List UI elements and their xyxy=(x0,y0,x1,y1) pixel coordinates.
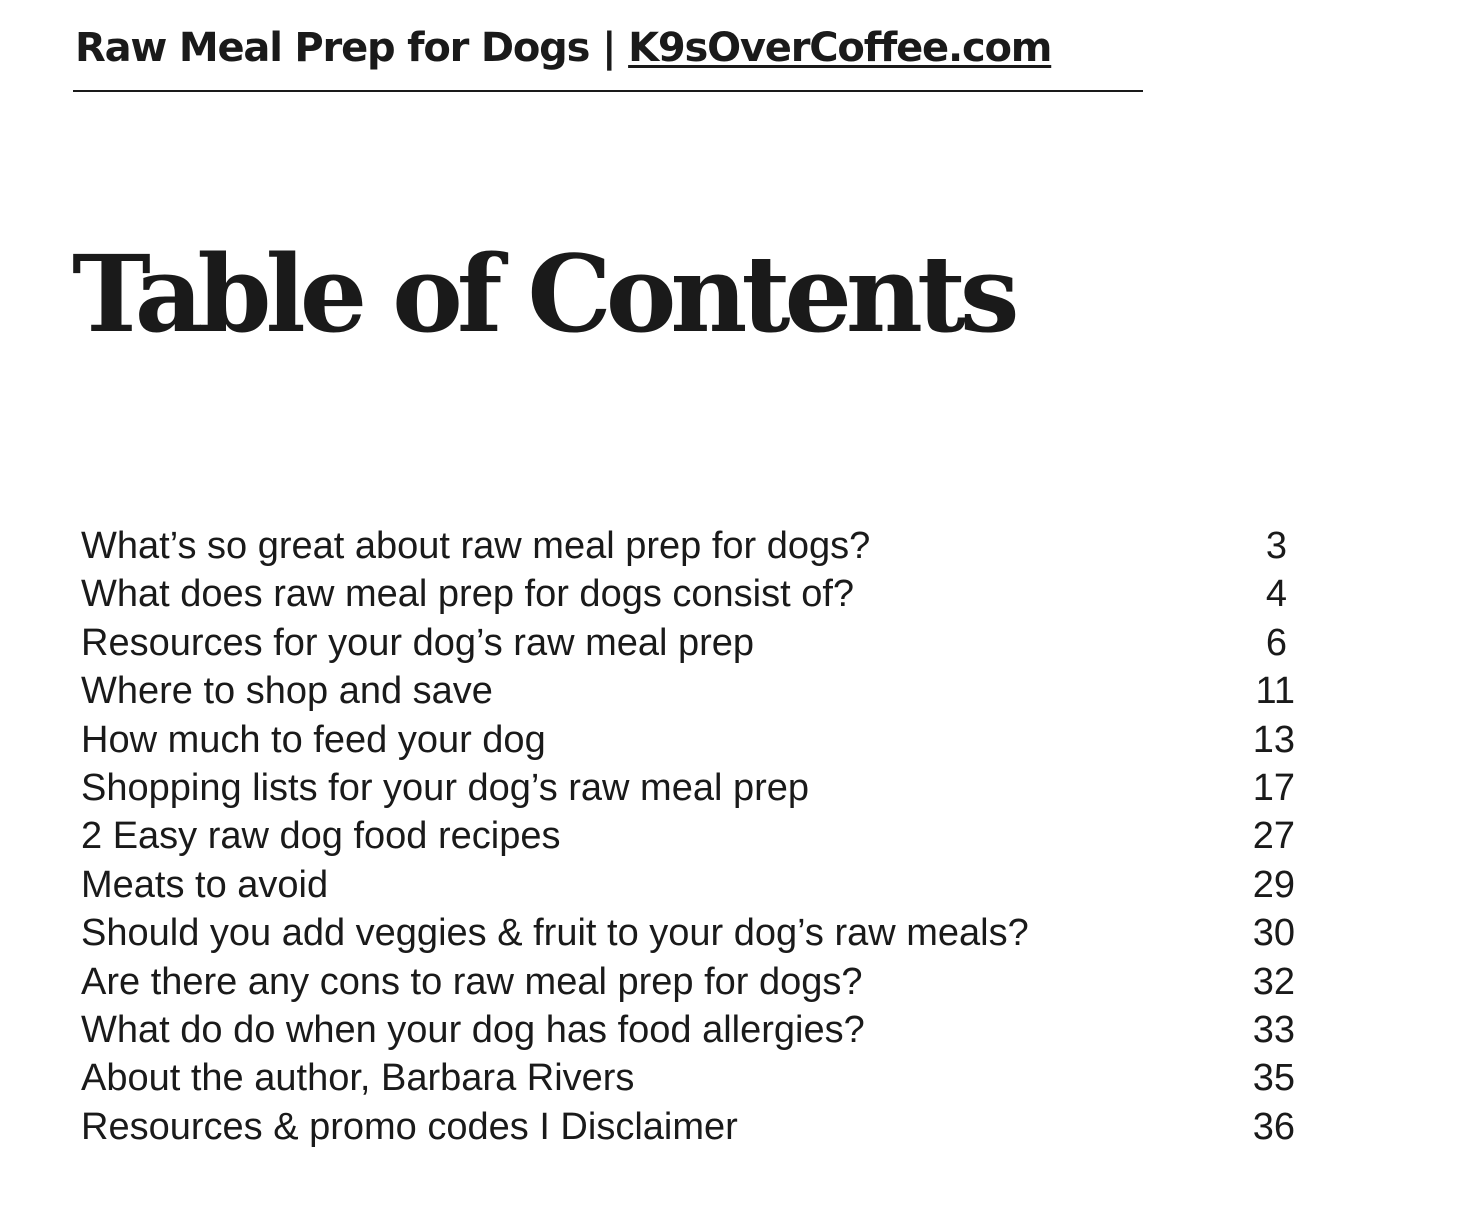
toc-entry[interactable] xyxy=(81,716,1301,764)
page-header xyxy=(73,22,1143,92)
toc-entry-page: 29 xyxy=(1252,863,1295,906)
site-link[interactable]: K9sOverCoffee.com xyxy=(628,25,1052,71)
toc-entry[interactable] xyxy=(81,861,1301,909)
toc-entry-page: 11 xyxy=(1255,670,1295,713)
toc-entry[interactable] xyxy=(81,667,1301,715)
toc-entry-title: Are there any cons to raw meal prep for dogs? xyxy=(81,960,863,1003)
toc-entry-page: 4 xyxy=(1265,573,1287,616)
toc-entry[interactable] xyxy=(81,812,1301,860)
toc-entry-title: What’s so great about raw meal prep for dogs? xyxy=(81,525,871,567)
toc-entry[interactable] xyxy=(81,958,1301,1006)
toc-entry-title: 2 Easy raw dog food recipes xyxy=(81,815,561,858)
header-title xyxy=(75,25,1052,71)
toc-entry-title: Meats to avoid xyxy=(81,863,329,906)
toc-entry-page: 35 xyxy=(1252,1057,1295,1100)
toc-entry[interactable] xyxy=(81,764,1301,812)
toc-entry[interactable] xyxy=(81,1054,1301,1102)
toc-entry-page: 6 xyxy=(1265,621,1287,664)
toc-entry-page: 27 xyxy=(1252,815,1295,858)
toc-entry[interactable] xyxy=(81,1006,1301,1054)
toc-entry-title: Resources for your dog’s raw meal prep xyxy=(81,621,755,664)
toc-entry-page: 13 xyxy=(1252,718,1295,761)
toc-entry-title: Where to shop and save xyxy=(81,670,493,713)
toc-entry-title: About the author, Barbara Rivers xyxy=(81,1057,635,1100)
page-title: Table of Contents xyxy=(72,231,1014,356)
toc-entry-page: 30 xyxy=(1252,912,1295,955)
toc-entry-page: 3 xyxy=(1265,525,1287,567)
toc-entry-title: What do do when your dog has food allergies? xyxy=(81,1008,865,1051)
toc-entry[interactable] xyxy=(81,909,1301,957)
toc-entry-title: How much to feed your dog xyxy=(81,718,546,761)
toc-entry-title: Resources & promo codes I Disclaimer xyxy=(81,1105,738,1148)
toc-entry-title: What does raw meal prep for dogs consist of? xyxy=(81,573,855,616)
toc-entry[interactable] xyxy=(81,1103,1301,1151)
table-of-contents xyxy=(81,522,1301,1151)
toc-entry[interactable] xyxy=(81,570,1301,618)
toc-entry-page: 17 xyxy=(1252,766,1295,809)
toc-entry[interactable] xyxy=(81,619,1301,667)
toc-entry-title: Shopping lists for your dog’s raw meal prep xyxy=(81,766,810,809)
toc-entry-page: 32 xyxy=(1252,960,1295,1003)
toc-entry[interactable] xyxy=(81,522,1301,570)
toc-entry-page: 36 xyxy=(1252,1105,1295,1148)
toc-entry-title: Should you add veggies & fruit to your dog’s raw meals? xyxy=(81,912,1029,955)
header-title-text: Raw Meal Prep for Dogs | xyxy=(75,25,629,71)
toc-entry-page: 33 xyxy=(1252,1008,1295,1051)
